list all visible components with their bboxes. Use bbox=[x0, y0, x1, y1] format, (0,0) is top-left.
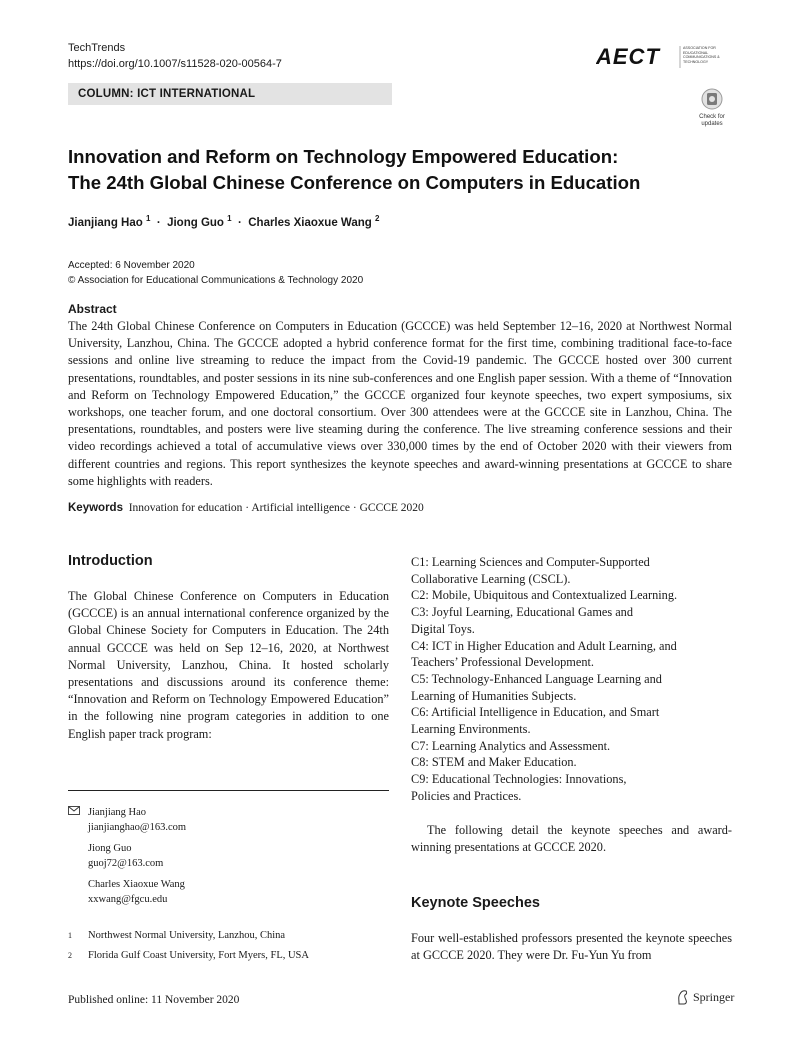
contact-entry bbox=[68, 805, 389, 835]
keywords bbox=[68, 502, 424, 514]
affiliation-entry bbox=[68, 928, 389, 943]
transition-paragraph: The following detail the keynote speeches and award-winning presentations at GCCCE 2020. bbox=[411, 823, 732, 855]
badge-label: updates bbox=[701, 121, 723, 127]
category-line: Teachers’ Professional Development. bbox=[411, 655, 594, 670]
aect-logo-wordmark: AECT bbox=[596, 44, 660, 69]
category-line: Collaborative Learning (CSCL). bbox=[411, 571, 571, 586]
affiliation-number: 1 bbox=[68, 931, 72, 940]
contact-name: Jiong Guo bbox=[88, 843, 132, 854]
affiliation-entry bbox=[68, 948, 389, 963]
category-line: C6: Artificial Intelligence in Education, and Smart bbox=[411, 705, 660, 720]
check-for-updates-badge[interactable] bbox=[692, 86, 732, 130]
springer-logo bbox=[676, 988, 736, 1006]
category-line: C4: ICT in Higher Education and Adult Learning, and bbox=[411, 638, 677, 653]
keynote-text: Four well-established professors presented the keynote speeches at GCCCE 2020. They were Dr. Fu-Yun Yu from bbox=[411, 931, 732, 963]
introduction-text: The Global Chinese Conference on Computers in Education (GCCCE) is an annual international conference organized by the Global Chinese Society for Computers in Education. The 24th annual GCCCE was held on Sep 12–16, 2020, at Northwest Normal University, Lanzhou, China. It hosted scholarly presentations and discussions around its conference theme: “Innovation and Reform on Technology Empowered Education” in the following nine program categories in addition to one English paper track program: bbox=[68, 589, 389, 741]
abstract-text: The 24th Global Chinese Conference on Computers in Education (GCCCE) was held September 12–16, 2020 at Northwest Normal University, Lanzhou, China. The GCCCE adopted a hybrid conference format for the first time, combining traditional face-to-face sessions and online live streaming to reduce the impact from the Covid-19 pandemic. The GCCCE hosted over 300 current presentations, roundtables, and poster sessions in its nine sub-conferences and one English paper session. With a theme of “Innovation and Reform on Technology Empowered Education,” the GCCCE organized four keynote speeches, two expert symposiums, six workshops, one teacher forum, and one doctoral consortium. Over 300 attendees were at the GCCCE site in Lanzhou, China. The presentations, roundtables, and posters were live steaming during the conference. The live streaming conference sessions and their video recordings achieved a total of accumulative views over 330,000 times by the end of October 2020 with their viewers from different countries and regions. This report synthesizes the keynote speeches and award-winning presentations at GCCCE to share some highlights with readers. bbox=[68, 319, 732, 488]
keywords-label: Keywords bbox=[68, 502, 123, 514]
category-line: C2: Mobile, Ubiquitous and Contextualized Learning. bbox=[411, 588, 678, 603]
author-name[interactable]: Charles Xiaoxue Wang bbox=[248, 216, 372, 229]
journal-name: TechTrends bbox=[68, 42, 126, 54]
contact-email[interactable]: xxwang@fgcu.edu bbox=[88, 894, 168, 905]
author-affiliation-mark: 2 bbox=[375, 214, 380, 223]
contact-entry bbox=[68, 877, 389, 907]
program-categories bbox=[411, 554, 732, 805]
aect-logo-subtext: ASSOCIATION FOR EDUCATIONAL COMMUNICATIONS & TECHNOLOGY bbox=[683, 46, 720, 64]
keywords-list: Innovation for education · Artificial intelligence · GCCCE 2020 bbox=[128, 502, 424, 514]
article-dates bbox=[68, 258, 363, 288]
category-line: C9: Educational Technologies: Innovations, bbox=[411, 772, 627, 787]
affiliation-text: Florida Gulf Coast University, Fort Myers, FL, USA bbox=[88, 950, 309, 961]
contact-entry bbox=[68, 841, 389, 871]
keynote-heading: Keynote Speeches bbox=[411, 895, 540, 911]
author-name[interactable]: Jiong Guo bbox=[167, 216, 224, 229]
category-line: Learning Environments. bbox=[411, 722, 531, 737]
author-separator: · bbox=[234, 216, 246, 229]
category-line: Learning of Humanities Subjects. bbox=[411, 688, 577, 703]
author-affiliation-mark: 1 bbox=[227, 214, 232, 223]
copyright-line: © Association for Educational Communications & Technology 2020 bbox=[68, 275, 364, 286]
affiliation-number: 2 bbox=[68, 951, 72, 960]
category-line: C1: Learning Sciences and Computer-Supported bbox=[411, 555, 650, 569]
aect-logo bbox=[596, 44, 732, 70]
publisher-name: Springer bbox=[693, 989, 735, 1004]
springer-horse-icon bbox=[676, 989, 689, 1005]
category-line: C8: STEM and Maker Education. bbox=[411, 755, 577, 770]
footnote-divider bbox=[68, 790, 389, 791]
contact-email[interactable]: jianjianghao@163.com bbox=[88, 822, 187, 833]
column-banner: COLUMN: ICT INTERNATIONAL bbox=[68, 83, 392, 105]
introduction-heading: Introduction bbox=[68, 553, 153, 569]
email-envelope-icon bbox=[68, 805, 88, 835]
corresponding-contacts bbox=[68, 805, 389, 913]
category-line: C5: Technology-Enhanced Language Learning and bbox=[411, 671, 662, 686]
author-separator: · bbox=[153, 216, 164, 229]
journal-header bbox=[68, 40, 282, 72]
title-line-2: The 24th Global Chinese Conference on Computers in Education bbox=[68, 172, 641, 193]
article-title bbox=[68, 144, 708, 196]
doi-link[interactable]: https://doi.org/10.1007/s11528-020-00564-7 bbox=[68, 58, 282, 70]
category-line: C7: Learning Analytics and Assessment. bbox=[411, 738, 611, 753]
category-line: C3: Joyful Learning, Educational Games and bbox=[411, 605, 633, 620]
title-line-1: Innovation and Reform on Technology Empowered Education: bbox=[68, 146, 619, 167]
author-list bbox=[68, 214, 379, 229]
author-affiliation-mark: 1 bbox=[145, 214, 151, 223]
affiliation-text: Northwest Normal University, Lanzhou, China bbox=[88, 930, 286, 941]
badge-label: Check for bbox=[699, 114, 725, 120]
contact-name: Jianjiang Hao bbox=[88, 807, 147, 818]
published-online: Published online: 11 November 2020 bbox=[68, 994, 240, 1006]
author-name[interactable]: Jianjiang Hao bbox=[68, 216, 143, 229]
category-line: Policies and Practices. bbox=[411, 788, 522, 803]
accepted-date: Accepted: 6 November 2020 bbox=[68, 260, 195, 271]
affiliations bbox=[68, 928, 389, 968]
contact-email[interactable]: guoj72@163.com bbox=[88, 858, 164, 869]
abstract-heading: Abstract bbox=[68, 302, 117, 316]
contact-name: Charles Xiaoxue Wang bbox=[88, 879, 185, 890]
category-line: Digital Toys. bbox=[411, 621, 475, 636]
